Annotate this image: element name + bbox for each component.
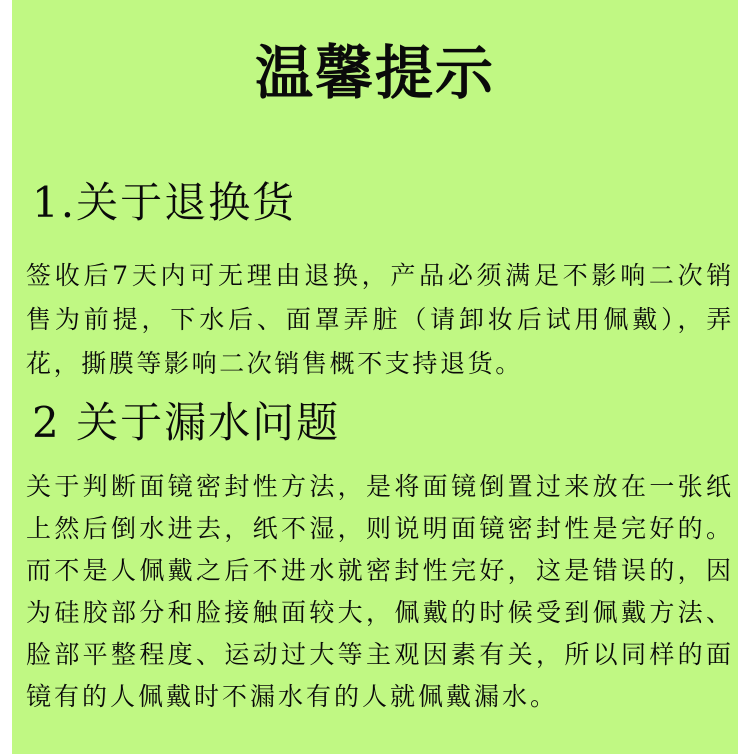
section-heading-returns: 1.关于退换货 <box>32 178 297 227</box>
page-title: 温馨提示 <box>254 39 495 107</box>
section-body-leakage: 关于判断面镜密封性方法，是将面镜倒置过来放在一张纸上然后倒水进去，纸不湿，则说明面镜密封性是完好的。而不是人佩戴之后不进水就密封性完好，这是错误的，因为硅胶部分和脸接触面较大，佩戴的时候受到佩戴方法、脸部平整程度、运动过大等主观因素有关，所以同样的面镜有的人佩戴时不漏水有的人就佩戴漏水。 <box>26 472 734 711</box>
section-body-returns: 签收后7天内可无理由退换，产品必须满足不影响二次销售为前提，下水后、面罩弄脏（请卸妆后试用佩戴），弄花，撕膜等影响二次销售概不支持退货。 <box>26 261 734 378</box>
section-heading-leakage: 2 关于漏水问题 <box>32 398 341 447</box>
notice-panel <box>12 0 738 754</box>
